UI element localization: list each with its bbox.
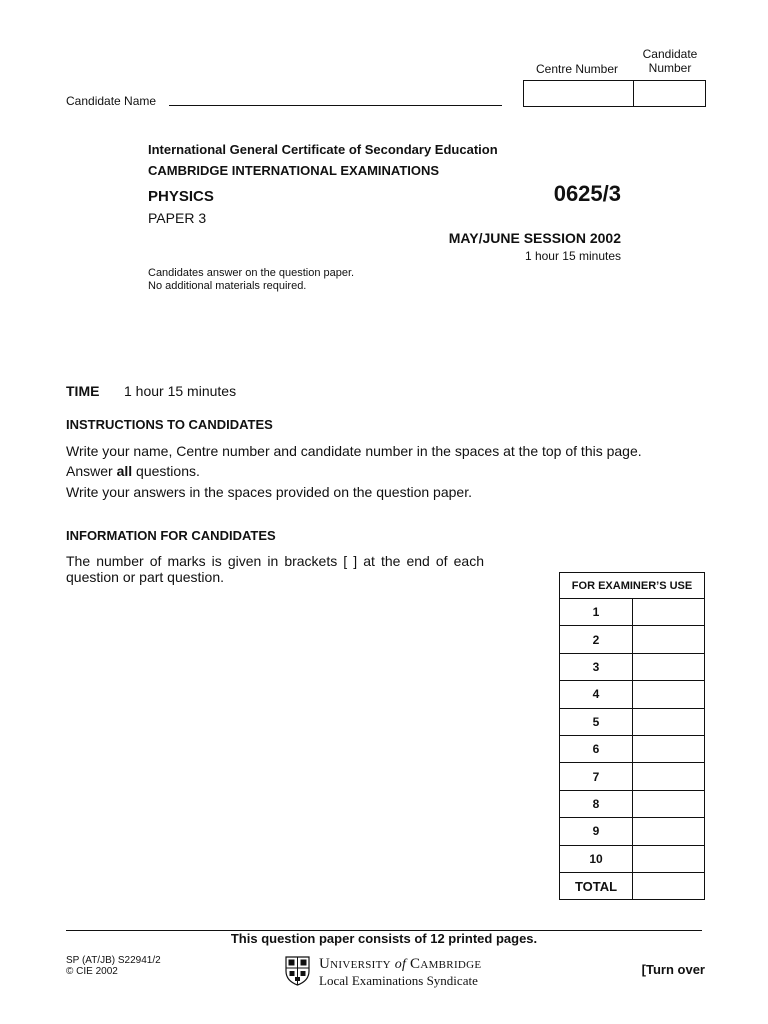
question-number: 6 xyxy=(560,735,633,762)
table-row xyxy=(560,735,705,762)
candidate-name-label: Candidate Name xyxy=(66,94,157,108)
mark-cell xyxy=(633,708,705,735)
certificate-title: International General Certificate of Secondary Education xyxy=(148,142,498,157)
university-rest: NIVERSITY xyxy=(330,959,391,971)
paper-number: PAPER 3 xyxy=(148,210,207,226)
question-number: 2 xyxy=(560,626,633,653)
university-initial: U xyxy=(319,956,331,972)
board-title: CAMBRIDGE INTERNATIONAL EXAMINATIONS xyxy=(148,163,440,178)
mark-cell xyxy=(633,599,705,626)
materials-line-2: No additional materials required. xyxy=(148,280,307,292)
instruction-line-2-pre: Answer xyxy=(66,463,117,479)
candidate-number-label-line2: Number xyxy=(648,61,692,75)
mark-cell xyxy=(633,818,705,845)
instruction-line-2-post: questions. xyxy=(132,463,200,479)
instruction-line-3: Write your answers in the spaces provided on the question paper. xyxy=(66,484,472,500)
mark-cell xyxy=(633,653,705,680)
materials-line-1: Candidates answer on the question paper. xyxy=(148,267,355,279)
cambridge-rest: AMBRIDGE xyxy=(420,959,482,971)
centre-number-box[interactable] xyxy=(523,80,634,107)
university-of: of xyxy=(394,957,407,972)
total-cell xyxy=(633,872,705,899)
table-row xyxy=(560,626,705,653)
mark-cell xyxy=(633,790,705,817)
question-number: 9 xyxy=(560,818,633,845)
table-row xyxy=(560,708,705,735)
mark-cell xyxy=(633,681,705,708)
paper-code: 0625/3 xyxy=(553,181,621,206)
instruction-line-1: Write your name, Centre number and candidate number in the spaces at the top of this page. xyxy=(66,443,642,459)
examiner-table xyxy=(559,572,705,900)
information-line-2: question or part question. xyxy=(66,569,224,585)
information-line-1: The number of marks is given in brackets [ ] at the end of each xyxy=(66,553,484,569)
subject-title: PHYSICS xyxy=(148,188,214,205)
centre-number-label: Centre Number xyxy=(535,62,619,76)
university-name xyxy=(319,956,481,973)
mark-cell xyxy=(633,735,705,762)
paper-reference: SP (AT/JB) S22941/2 xyxy=(66,955,161,966)
university-crest-icon xyxy=(285,956,310,986)
table-row xyxy=(560,818,705,845)
copyright: © CIE 2002 xyxy=(66,966,118,977)
total-label: TOTAL xyxy=(560,872,633,899)
candidate-number-label xyxy=(634,47,706,75)
candidate-number-label-line1: Candidate xyxy=(642,47,698,61)
question-number: 10 xyxy=(560,845,633,872)
question-number: 1 xyxy=(560,599,633,626)
candidate-name-line[interactable] xyxy=(169,105,502,106)
table-row xyxy=(560,599,705,626)
mark-cell xyxy=(633,845,705,872)
table-row xyxy=(560,845,705,872)
syndicate-name: Local Examinations Syndicate xyxy=(319,973,478,988)
question-number: 4 xyxy=(560,681,633,708)
table-row xyxy=(560,763,705,790)
question-number: 7 xyxy=(560,763,633,790)
table-row-total xyxy=(560,872,705,899)
question-number: 3 xyxy=(560,653,633,680)
cambridge-initial: C xyxy=(410,956,421,972)
session: MAY/JUNE SESSION 2002 xyxy=(448,230,621,246)
table-row xyxy=(560,790,705,817)
mark-cell xyxy=(633,626,705,653)
instruction-line-2 xyxy=(66,463,200,479)
instruction-line-2-bold: all xyxy=(116,463,133,479)
table-row xyxy=(560,681,705,708)
question-number: 8 xyxy=(560,790,633,817)
instructions-heading: INSTRUCTIONS TO CANDIDATES xyxy=(66,417,273,432)
examiner-table-header: FOR EXAMINER’S USE xyxy=(560,573,705,599)
mark-cell xyxy=(633,763,705,790)
time-label: TIME xyxy=(66,383,100,399)
candidate-number-box[interactable] xyxy=(633,80,706,107)
time-value: 1 hour 15 minutes xyxy=(124,383,237,399)
turn-over: [Turn over xyxy=(641,962,705,977)
duration: 1 hour 15 minutes xyxy=(524,249,621,263)
information-heading: INFORMATION FOR CANDIDATES xyxy=(66,528,276,543)
table-row xyxy=(560,653,705,680)
question-number: 5 xyxy=(560,708,633,735)
page-count-note: This question paper consists of 12 printed pages. xyxy=(230,931,538,946)
